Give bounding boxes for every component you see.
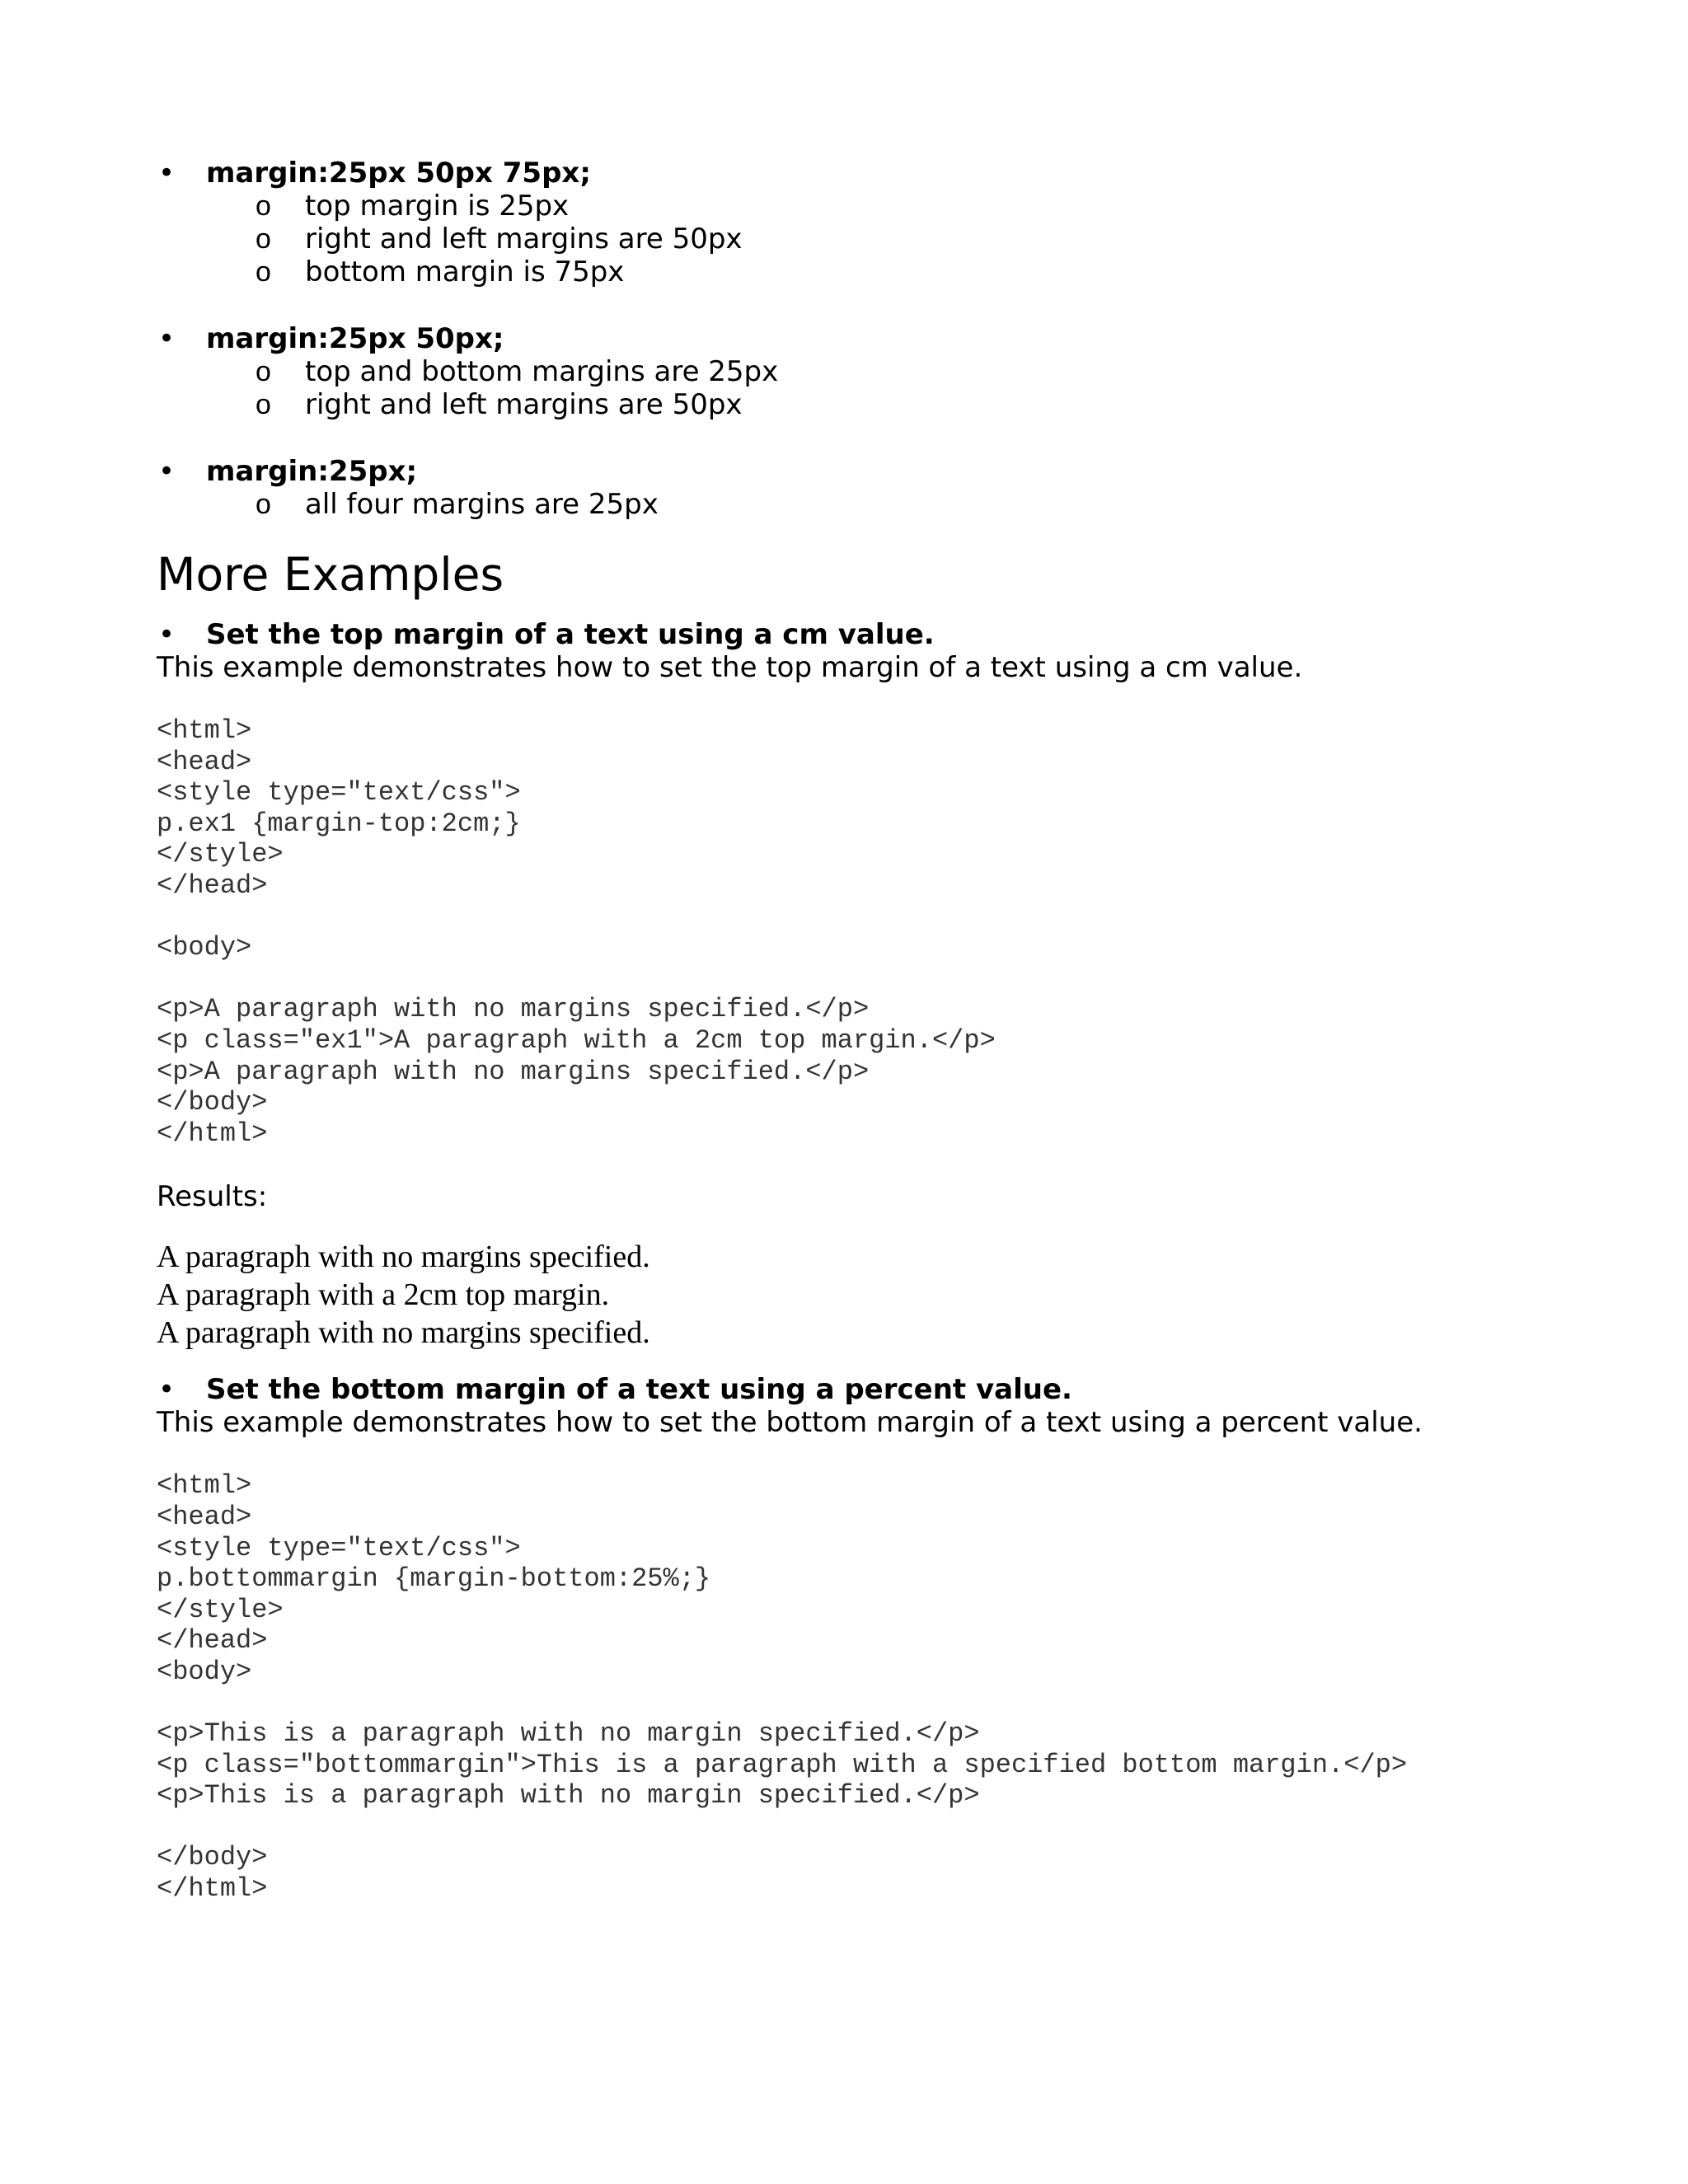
code-line: </head> (157, 1625, 268, 1657)
bullet-icon: • (158, 618, 176, 651)
code-line: </html> (157, 1118, 268, 1149)
code-line: <body> (157, 1656, 252, 1687)
document-page (157, 157, 1574, 1905)
code-line: <style type="text/css"> (157, 777, 521, 808)
sub-bullet-icon: o (256, 356, 271, 387)
code-line: <p class="bottommargin">This is a paragraph with a specified bottom margin.</p> (157, 1749, 1408, 1780)
shorthand-detail: o bottom margin is 75px (256, 255, 625, 288)
shorthand-item (157, 322, 1574, 421)
code-line (157, 963, 1574, 995)
result-paragraph: A paragraph with no margins specified. (157, 1240, 650, 1275)
code-line: <body> (157, 932, 252, 963)
code-line: <p class="ex1">A paragraph with a 2cm top margin.</p> (157, 1024, 996, 1056)
code-line: </body> (157, 1087, 268, 1118)
example-title: • Set the bottom margin of a text using a percent value. (158, 1373, 1072, 1407)
code-line (157, 902, 1574, 933)
bullet-icon: • (158, 1373, 176, 1407)
code-block (157, 1470, 1574, 1904)
code-line (157, 1687, 1574, 1718)
code-line: <head> (157, 746, 252, 777)
section-heading: More Examples (157, 548, 504, 601)
code-line: p.ex1 {margin-top:2cm;} (157, 808, 521, 839)
shorthand-detail: o right and left margins are 50px (256, 388, 743, 421)
results-output (157, 1238, 1574, 1352)
result-paragraph: A paragraph with a 2cm top margin. (157, 1277, 610, 1313)
code-line: </head> (157, 869, 268, 901)
bullet-icon: • (158, 455, 176, 488)
shorthand-detail: o top margin is 25px (256, 190, 570, 223)
example-description: This example demonstrates how to set the top margin of a text using a cm value. (157, 651, 1303, 684)
sub-bullet-icon: o (256, 190, 271, 222)
bullet-icon: • (158, 322, 176, 355)
sub-bullet-icon: o (256, 256, 271, 288)
code-line: <head> (157, 1501, 252, 1532)
code-line: </style> (157, 1594, 284, 1625)
code-line: <p>This is a paragraph with no margin specified.</p> (157, 1718, 980, 1750)
sub-bullet-icon: o (256, 223, 271, 255)
results-label: Results: (157, 1180, 268, 1214)
code-line: <p>A paragraph with no margins specified.</p> (157, 1056, 870, 1087)
code-line (157, 1811, 1574, 1843)
sub-bullet-icon: o (256, 389, 271, 420)
code-line: <style type="text/css"> (157, 1532, 521, 1563)
code-line: </html> (157, 1873, 268, 1905)
shorthand-title: • margin:25px; (158, 455, 418, 488)
bullet-icon: • (158, 157, 176, 190)
example-description: This example demonstrates how to set the bottom margin of a text using a percent value. (157, 1406, 1423, 1440)
shorthand-title: • margin:25px 50px 75px; (158, 157, 591, 190)
code-line: </body> (157, 1842, 268, 1873)
sub-bullet-icon: o (256, 489, 271, 520)
example-title: • Set the top margin of a text using a cm value. (158, 618, 935, 651)
code-line: </style> (157, 839, 284, 870)
shorthand-detail: o all four margins are 25px (256, 488, 659, 521)
shorthand-item (157, 157, 1574, 288)
shorthand-title: • margin:25px 50px; (158, 322, 504, 355)
code-block (157, 715, 1574, 1149)
code-line: <p>A paragraph with no margins specified.</p> (157, 994, 870, 1025)
result-paragraph: A paragraph with no margins specified. (157, 1315, 650, 1351)
code-line: <html> (157, 715, 252, 746)
shorthand-detail: o right and left margins are 50px (256, 223, 743, 255)
code-line: p.bottommargin {margin-bottom:25%;} (157, 1563, 711, 1595)
shorthand-detail: o top and bottom margins are 25px (256, 355, 779, 388)
code-line: <p>This is a paragraph with no margin specified.</p> (157, 1780, 980, 1811)
shorthand-item (157, 455, 1574, 521)
code-line: <html> (157, 1470, 252, 1502)
